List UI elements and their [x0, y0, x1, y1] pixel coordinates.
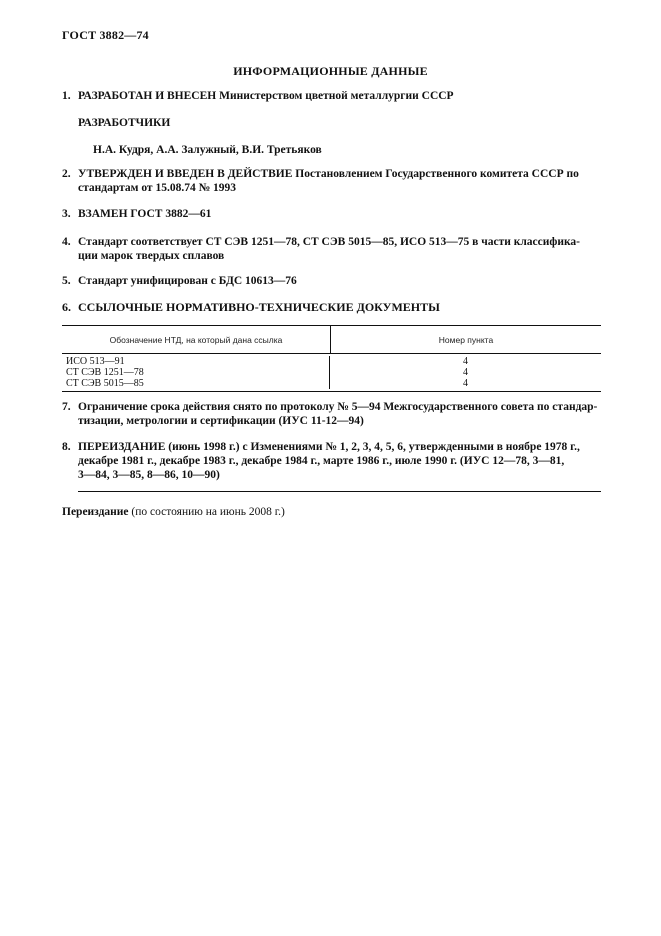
column-header-document: Обозначение НТД, на который дана ссылка	[62, 326, 331, 353]
table-cell-clause: 4	[463, 356, 468, 367]
item-text: ССЫЛОЧНЫЕ НОРМАТИВНО-ТЕХНИЧЕСКИЕ ДОКУМЕНТЫ	[78, 300, 440, 314]
info-item-4	[62, 235, 602, 263]
reissue-date-text: (по состоянию на июнь 2008 г.)	[128, 506, 285, 518]
table-cell-clause: 4	[463, 367, 468, 378]
item-text-line: Ограничение срока действия снято по протоколу № 5—94 Межгосударственного совета по стандар-	[78, 401, 598, 413]
info-item-3	[62, 207, 602, 221]
table-header-row	[62, 326, 601, 354]
clause-column	[330, 356, 601, 389]
reference-documents-table	[62, 325, 601, 392]
item-text: Стандарт унифицирован с БДС 10613—76	[78, 275, 297, 287]
document-column	[62, 356, 330, 389]
developers-heading: РАЗРАБОТЧИКИ	[78, 117, 171, 129]
developers-names: Н.А. Кудря, А.А. Залужный, В.И. Третьяков	[93, 144, 322, 156]
info-item-7	[62, 400, 602, 428]
item-text-line: УТВЕРЖДЕН И ВВЕДЕН В ДЕЙСТВИЕ Постановлением Государственного комитета СССР по	[78, 168, 579, 180]
reissue-label: Переиздание	[62, 506, 129, 518]
table-cell-document: СТ СЭВ 1251—78	[66, 367, 144, 378]
item-text-line: ции марок твердых сплавов	[78, 250, 225, 262]
item-number: 1.	[62, 90, 71, 102]
item-text-line: декабре 1981 г., декабре 1983 г., декабре 1984 г., марте 1986 г., июле 1990 г. (ИУС 12—78, 3—81,	[78, 455, 565, 467]
item-number: 8.	[62, 441, 71, 453]
info-item-1	[62, 89, 602, 103]
table-cell-document: ИСО 513—91	[66, 356, 125, 367]
info-item-8	[62, 440, 602, 482]
item-number: 2.	[62, 168, 71, 180]
info-item-6	[62, 300, 602, 314]
item-text: ВЗАМЕН ГОСТ 3882—61	[78, 208, 212, 220]
item-number: 4.	[62, 236, 71, 248]
table-body	[62, 354, 601, 391]
item-text-line: 3—84, 3—85, 8—86, 10—90)	[78, 469, 220, 481]
document-code: ГОСТ 3882—74	[62, 28, 149, 42]
section-divider	[78, 491, 601, 492]
info-item-2	[62, 167, 602, 195]
item-text: РАЗРАБОТАН И ВНЕСЕН Министерством цветной металлургии СССР	[78, 90, 454, 102]
info-item-5	[62, 274, 602, 288]
table-cell-clause: 4	[463, 378, 468, 389]
section-title: ИНФОРМАЦИОННЫЕ ДАННЫЕ	[233, 64, 428, 78]
item-text-line: Стандарт соответствует СТ СЭВ 1251—78, СТ СЭВ 5015—85, ИСО 513—75 в части классифика-	[78, 236, 581, 248]
table-cell-document: СТ СЭВ 5015—85	[66, 378, 144, 389]
item-number: 5.	[62, 275, 71, 287]
reissue-note	[62, 506, 285, 518]
item-text-line: тизации, метрологии и сертификации (ИУС 11-12—94)	[78, 415, 364, 427]
item-text-line: ПЕРЕИЗДАНИЕ (июнь 1998 г.) с Изменениями № 1, 2, 3, 4, 5, 6, утвержденными в ноябре 1978 г.,	[78, 441, 580, 453]
item-number: 3.	[62, 208, 71, 220]
column-header-clause: Номер пункта	[438, 334, 494, 345]
item-text-line: стандартам от 15.08.74 № 1993	[78, 182, 237, 194]
item-number: 7.	[62, 401, 71, 413]
item-number: 6.	[62, 300, 71, 314]
